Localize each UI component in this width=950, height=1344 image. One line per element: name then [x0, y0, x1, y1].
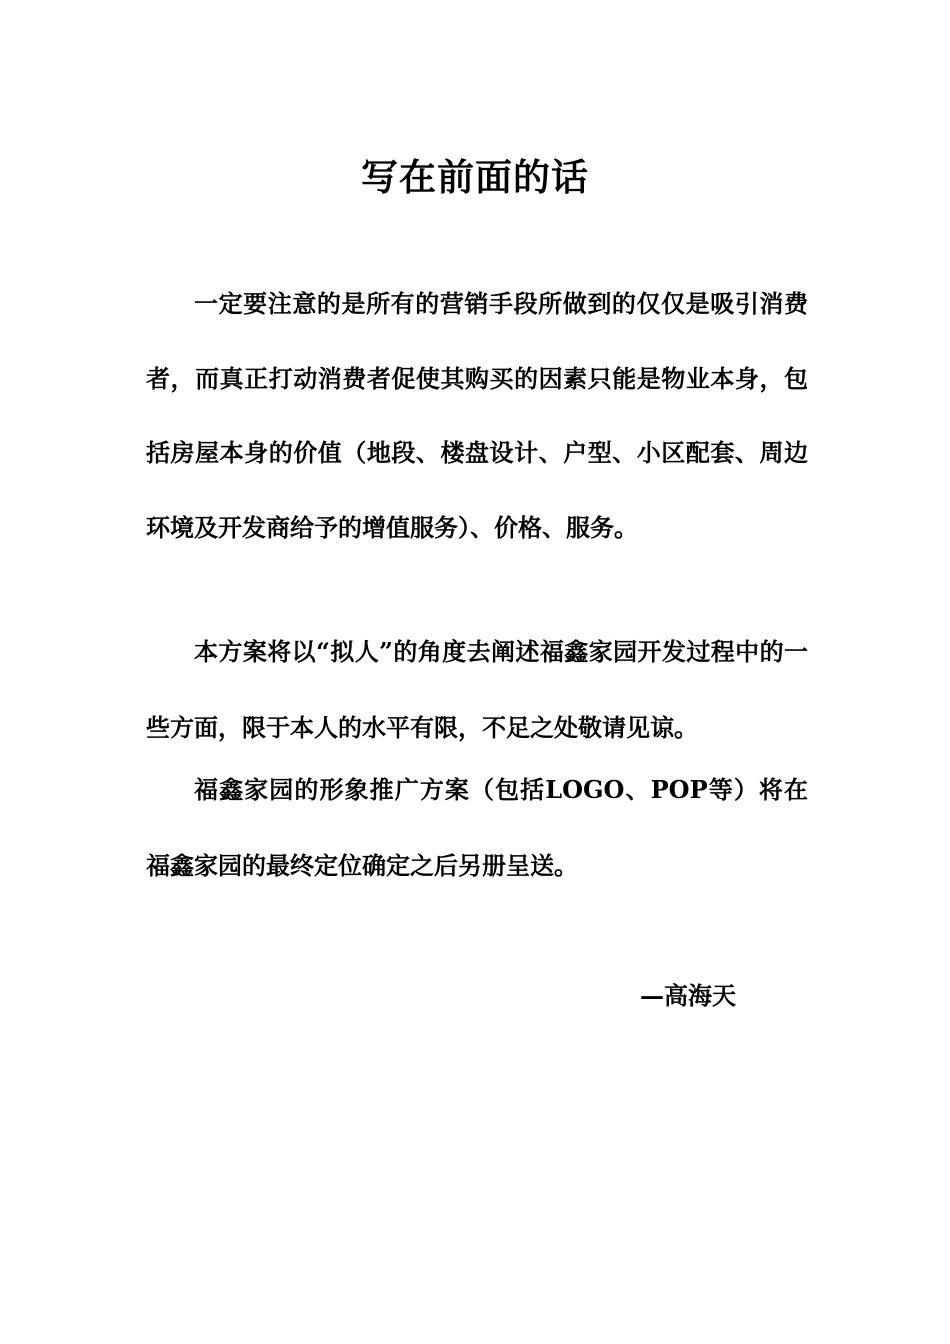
- paragraph-plan-intro: 本方案将以“拟人”的角度去阐述福鑫家园开发过程中的一些方面，限于本人的水平有限，不足之处敬请见谅。: [146, 637, 808, 742]
- paragraph-marketing-note: 一定要注意的是所有的营销手段所做到的仅仅是吸引消费者，而真正打动消费者促使其购买的因素只能是物业本身，包括房屋本身的价值（地段、楼盘设计、户型、小区配套、周边环境及开发商给予的增值服务）、价格、服务。: [146, 289, 808, 542]
- page-title: 写在前面的话: [361, 154, 589, 199]
- author-signature: —高海天: [640, 981, 736, 1010]
- paragraph-promotion-note: 福鑫家园的形象推广方案（包括LOGO、POP等）将在福鑫家园的最终定位确定之后另册呈送。: [146, 775, 808, 880]
